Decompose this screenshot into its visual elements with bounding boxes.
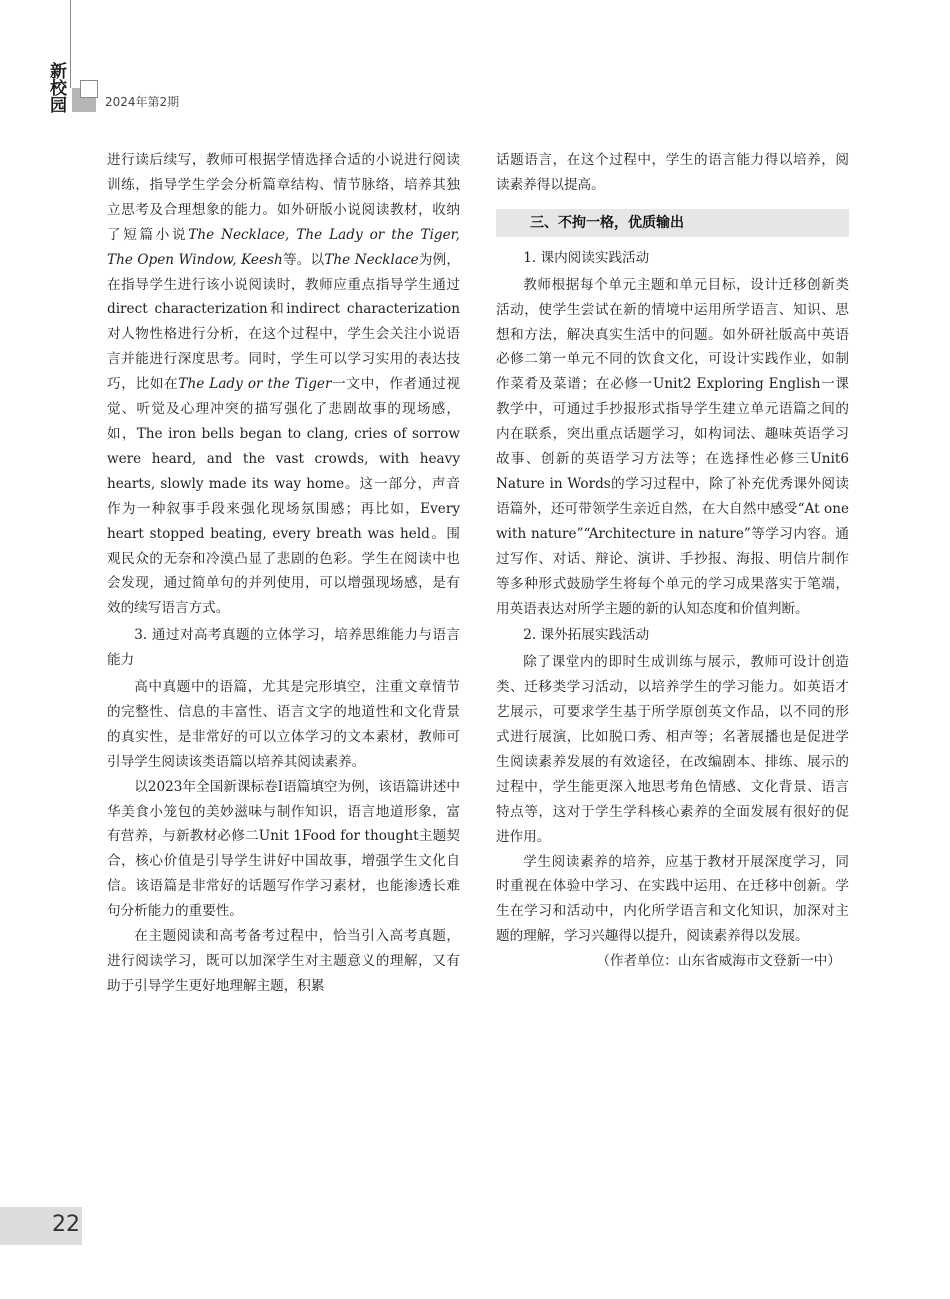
- magazine-logo: [50, 64, 72, 115]
- paragraph: 话题语言，在这个过程中，学生的语言能力得以培养，阅读素养得以提高。: [496, 152, 849, 193]
- section-heading: 三、不拘一格，优质输出: [496, 209, 849, 237]
- paragraph: 学生阅读素养的培养，应基于教材开展深度学习，同时重视在体验中学习、在实践中运用、在迁移中创新。学生在学习和活动中，内化所学语言和文化知识，加深对主题的理解，学习兴趣得以提升，阅读素养得以发展。: [496, 853, 849, 945]
- logo-char: 校: [50, 79, 67, 99]
- paragraph: 在主题阅读和高考备考过程中，恰当引入高考真题，进行阅读学习，既可以加深学生对主题意义的理解，又有助于引导学生更好地理解主题，积累: [107, 928, 460, 994]
- logo-char: 园: [50, 96, 67, 116]
- paragraph: 以2023年全国新课标卷Ⅰ语篇填空为例，该语篇讲述中华美食小笼包的美妙滋味与制作知识，语言地道形象，富有营养，与新教材必修二Unit 1Food for thought主题契合，核心价值是引导学生讲好中国故事，增强学生文化自信。该语篇是非常好的话题写作学习素材，也能渗透长难句分析能力的重要性。: [107, 778, 460, 920]
- right-column: [496, 148, 849, 974]
- issue-label: 2024年第2期: [105, 95, 180, 109]
- logo-char: 新: [50, 62, 67, 82]
- paragraph: 除了课堂内的即时生成训练与展示，教师可设计创造类、迁移类学习活动，以培养学生的学习能力。如英语才艺展示，可要求学生基于所学原创英文作品，以不同的形式进行展演，比如脱口秀、相声等；名著展播也是促进学生阅读素养发展的有效途径，在改编剧本、排练、展示的过程中，学生能更深入地思考角色情感、文化背景、语言特点等，这对于学生学科核心素养的全面发展有很好的促进作用。: [496, 654, 849, 845]
- header-decoration-box: [80, 80, 98, 98]
- subheading: 1. 课内阅读实践活动: [523, 249, 650, 266]
- paragraph: 高中真题中的语篇，尤其是完形填空，注重文章情节的完整性、信息的丰富性、语言文字的地道性和文化背景的真实性，是非常好的可以立体学习的文本素材，教师可引导学生阅读该类语篇以培养其阅读素养。: [107, 679, 460, 770]
- subheading: 2. 课外拓展实践活动: [523, 627, 650, 644]
- paragraph: 进行读后续写，教师可根据学情选择合适的小说进行阅读训练，指导学生学会分析篇章结构、情节脉络，培养其独立思考及合理想象的能力。如外研版小说阅读教材，收纳了短篇小说The Necklace, The Lady or the Tiger, The Open Window, Keesh等。以The Necklace为例，在指导学生进行该小说阅读时，教师应重点指导学生通过direct characterization和indirect characterization对人物性格进行分析，在这个过程中，学生会关注小说语言并能进行深度思考。同时，学生可以学习实用的表达技巧，比如在The Lady or the Tiger一文中，作者通过视觉、听觉及心理冲突的描写强化了悲剧故事的现场感，如，The iron bells began to clang, cries of sorrow were heard, and the vast crowds, with heavy hearts, slowly made its way home。这一部分，声音作为一种叙事手段来强化现场氛围感；再比如，Every heart stopped beating, every breath was held。围观民众的无奈和冷漠凸显了悲剧的色彩。学生在阅读中也会发现，通过简单句的并列使用，可以增强现场感，是有效的续写语言方式。: [107, 152, 461, 617]
- author-affiliation: （作者单位：山东省威海市文登新一中）: [596, 953, 841, 970]
- paragraph: 教师根据每个单元主题和单元目标，设计迁移创新类活动，使学生尝试在新的情境中运用所学语言、知识、思想和方法，解决真实生活中的问题。如外研社版高中英语必修二第一单元不同的饮食文化，可设计实践作业，如制作菜肴及菜谱；在必修一Unit2 Exploring English一课教学中，可通过手抄报形式指导学生建立单元语篇之间的内在联系，突出重点话题学习，如构词法、趣味英语学习故事、创新的英语学习方法等；在选择性必修三Unit6 Nature in Words的学习过程中，除了补充优秀课外阅读语篇外，还可带领学生亲近自然，在大自然中感受“At one with nature”“Architecture in nature”等学习内容。通过写作、对话、辩论、演讲、手抄报、海报、明信片制作等多种形式鼓励学生将每个单元的学习成果落实于笔端，用英语表达对所学主题的新的认知态度和价值判断。: [496, 276, 849, 617]
- page-number: 22: [52, 1212, 80, 1237]
- left-column: [107, 148, 460, 999]
- subheading: 3. 通过对高考真题的立体学习，培养思维能力与语言能力: [107, 627, 460, 669]
